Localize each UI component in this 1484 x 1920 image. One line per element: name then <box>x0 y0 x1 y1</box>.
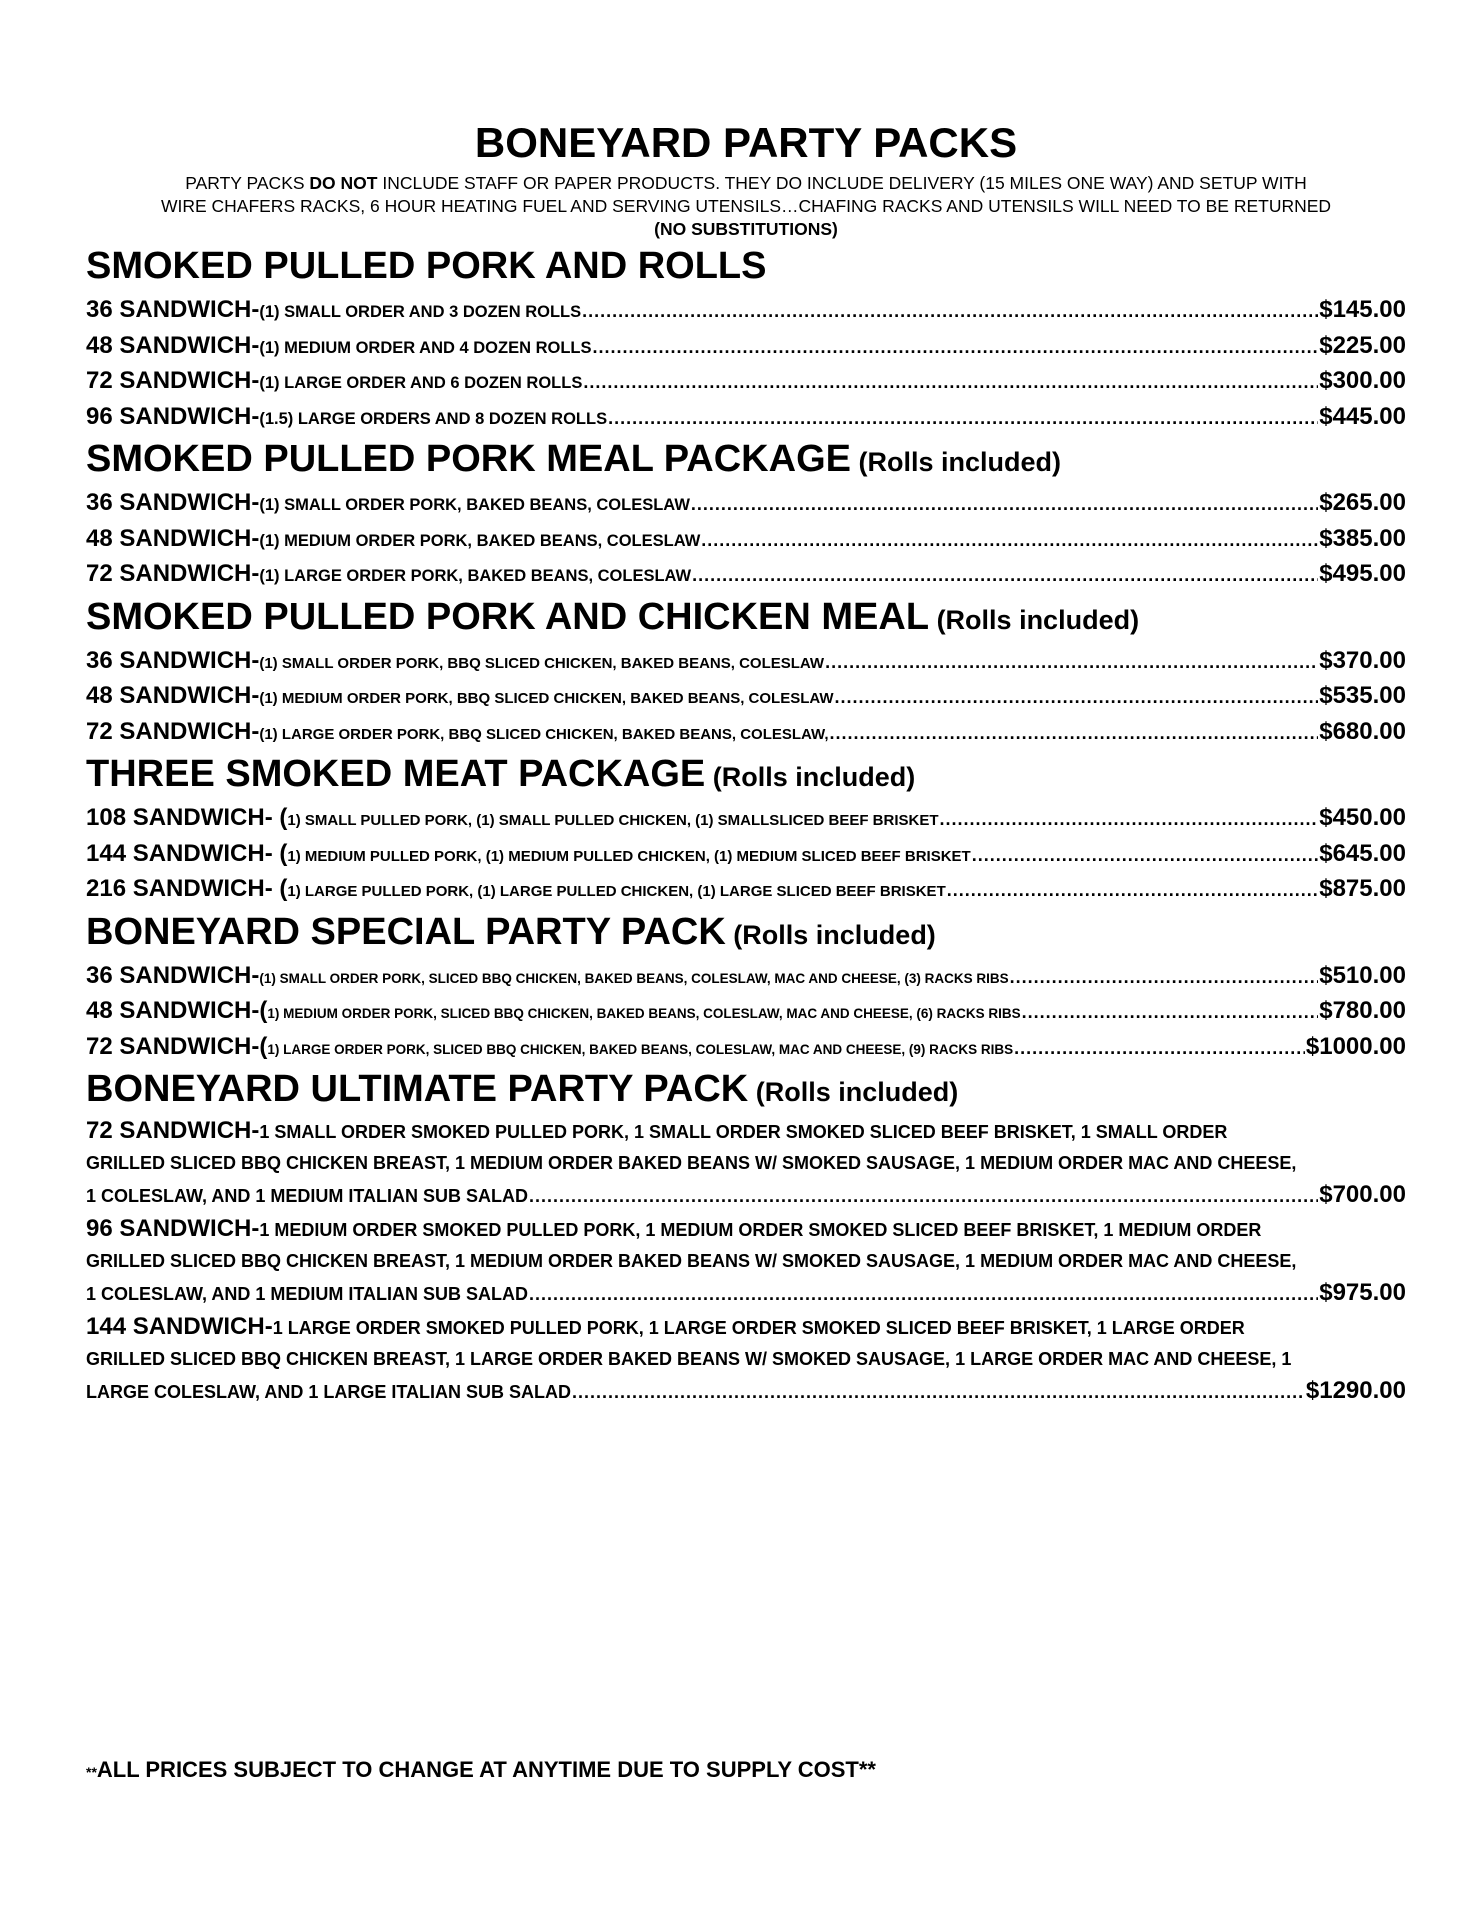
item-price: $1290.00 <box>1305 1377 1406 1404</box>
item-lead: 48 SANDWICH- <box>86 524 260 552</box>
intro-text-start: PARTY PACKS <box>185 173 310 193</box>
menu-item <box>86 363 1406 399</box>
item-description: (1) SMALL ORDER PORK, BAKED BEANS, COLESLAW <box>259 496 690 514</box>
dot-leader <box>1014 1031 1305 1065</box>
item-price: $535.00 <box>1319 682 1406 709</box>
ultimate-item-line-1 <box>86 1115 1406 1147</box>
menu-item <box>86 678 1406 714</box>
item-description: 1 COLESLAW, AND 1 MEDIUM ITALIAN SUB SALAD <box>86 1284 529 1304</box>
item-description: (1) LARGE ORDER AND 6 DOZEN ROLLS <box>259 374 583 392</box>
menu-item <box>86 714 1406 750</box>
ultimate-item <box>86 1115 1406 1211</box>
item-description: (1) SMALL ORDER PORK, SLICED BBQ CHICKEN, BAKED BEANS, COLESLAW, MAC AND CHEESE, (3) RACKS RIBS <box>259 970 1009 986</box>
ultimate-item-line-1 <box>86 1311 1406 1343</box>
menu-item <box>86 871 1406 907</box>
item-lead: 72 SANDWICH-( <box>86 1032 268 1060</box>
dot-leader <box>529 1180 1318 1211</box>
intro-text-end: INCLUDE STAFF OR PAPER PRODUCTS. THEY DO INCLUDE DELIVERY (15 MILES ONE WAY) AND SETUP WITH <box>377 173 1307 193</box>
dot-leader <box>582 294 1318 328</box>
dot-leader <box>835 680 1319 714</box>
ultimate-item-line-3 <box>86 1277 1406 1309</box>
item-description: 1) MEDIUM ORDER PORK, SLICED BBQ CHICKEN, BAKED BEANS, COLESLAW, MAC AND CHEESE, (6) RACKS RIBS <box>267 1006 1021 1021</box>
item-description: (1) LARGE ORDER PORK, BBQ SLICED CHICKEN, BAKED BEANS, COLESLAW, <box>259 725 829 743</box>
menu-page <box>86 118 1406 1409</box>
section-subtitle: (Rolls included) <box>705 762 916 792</box>
ultimate-item <box>86 1311 1406 1407</box>
section-pork-and-rolls <box>86 243 1406 434</box>
menu-item <box>86 521 1406 557</box>
section-title-text: SMOKED PULLED PORK AND CHICKEN MEAL <box>86 595 930 638</box>
section-title <box>86 751 1406 800</box>
item-price: $510.00 <box>1319 961 1406 989</box>
item-price: $225.00 <box>1319 331 1406 359</box>
item-price: $445.00 <box>1319 402 1406 430</box>
item-lead: 144 SANDWICH- <box>86 1313 273 1340</box>
menu-item <box>86 328 1406 364</box>
item-lead: 72 SANDWICH- <box>86 367 260 394</box>
menu-item <box>86 485 1406 521</box>
section-title-text: SMOKED PULLED PORK AND ROLLS <box>86 245 767 287</box>
item-description: (1) SMALL ORDER AND 3 DOZEN ROLLS <box>259 303 582 321</box>
item-description: GRILLED SLICED BBQ CHICKEN BREAST, 1 LARGE ORDER BAKED BEANS W/ SMOKED SAUSAGE, 1 LARGE ORDER MAC AND CHEESE, 1 <box>86 1349 1292 1369</box>
dot-leader <box>830 716 1319 750</box>
item-price: $875.00 <box>1319 875 1406 902</box>
item-lead: 36 SANDWICH- <box>86 646 260 674</box>
item-description: (1) MEDIUM ORDER PORK, BBQ SLICED CHICKEN, BAKED BEANS, COLESLAW <box>259 690 834 707</box>
dot-leader <box>572 1376 1305 1407</box>
ultimate-item-line-3 <box>86 1375 1406 1407</box>
intro-emphasis: DO NOT <box>309 173 378 193</box>
disclaimer-stars: ** <box>86 1764 97 1780</box>
section-pork-chicken-meal <box>86 594 1406 750</box>
disclaimer-text: ALL PRICES SUBJECT TO CHANGE AT ANYTIME DUE TO SUPPLY COST** <box>96 1757 876 1782</box>
item-price: $645.00 <box>1319 839 1406 867</box>
item-lead: 48 SANDWICH- <box>86 331 260 359</box>
item-description: 1) SMALL PULLED PORK, (1) SMALL PULLED CHICKEN, (1) SMALLSLICED BEEF BRISKET <box>287 812 939 829</box>
item-lead: 108 SANDWICH- ( <box>86 804 288 831</box>
menu-item <box>86 556 1406 592</box>
section-title-text: SMOKED PULLED PORK MEAL PACKAGE <box>86 438 851 480</box>
menu-item <box>86 958 1406 994</box>
menu-item <box>86 1029 1406 1065</box>
item-description: 1) LARGE ORDER PORK, SLICED BBQ CHICKEN, BAKED BEANS, COLESLAW, MAC AND CHEESE, (9) RACKS RIBS <box>267 1041 1014 1057</box>
item-description: (1) MEDIUM ORDER PORK, BAKED BEANS, COLESLAW <box>259 531 701 550</box>
section-title-text: BONEYARD ULTIMATE PARTY PACK <box>86 1068 749 1110</box>
no-substitutions-note: (NO SUBSTITUTIONS) <box>654 219 838 239</box>
item-price: $300.00 <box>1319 367 1406 394</box>
section-special-party-pack <box>86 909 1406 1065</box>
section-title <box>86 436 1406 485</box>
item-price: $265.00 <box>1319 489 1406 516</box>
menu-item <box>86 993 1406 1029</box>
item-description: GRILLED SLICED BBQ CHICKEN BREAST, 1 MEDIUM ORDER BAKED BEANS W/ SMOKED SAUSAGE, 1 MEDIUM ORDER MAC AND CHEESE, <box>86 1251 1297 1271</box>
section-ultimate-party-pack <box>86 1066 1406 1407</box>
item-description: 1) LARGE PULLED PORK, (1) LARGE PULLED CHICKEN, (1) LARGE SLICED BEEF BRISKET <box>287 883 946 900</box>
item-price: $700.00 <box>1319 1181 1406 1208</box>
page-title: BONEYARD PARTY PACKS <box>474 119 1018 166</box>
dot-leader <box>593 330 1319 364</box>
section-title <box>86 594 1406 643</box>
item-price: $495.00 <box>1319 560 1406 587</box>
item-description: 1 LARGE ORDER SMOKED PULLED PORK, 1 LARGE ORDER SMOKED SLICED BEEF BRISKET, 1 LARGE ORDER <box>272 1318 1245 1338</box>
item-lead: 36 SANDWICH- <box>86 489 260 516</box>
ultimate-item-line-2 <box>86 1147 1406 1179</box>
ultimate-item-line-2 <box>86 1343 1406 1375</box>
item-lead: 216 SANDWICH- ( <box>86 875 288 902</box>
item-description: LARGE COLESLAW, AND 1 LARGE ITALIAN SUB SALAD <box>86 1382 572 1402</box>
section-title <box>86 1066 1406 1115</box>
item-description: (1.5) LARGE ORDERS AND 8 DOZEN ROLLS <box>259 409 608 428</box>
ultimate-item-line-2 <box>86 1245 1406 1277</box>
item-price: $145.00 <box>1319 296 1406 323</box>
item-description: 1 MEDIUM ORDER SMOKED PULLED PORK, 1 MEDIUM ORDER SMOKED SLICED BEEF BRISKET, 1 MEDIUM ORDER <box>259 1220 1262 1240</box>
item-description: GRILLED SLICED BBQ CHICKEN BREAST, 1 MEDIUM ORDER BAKED BEANS W/ SMOKED SAUSAGE, 1 MEDIUM ORDER MAC AND CHEESE, <box>86 1153 1297 1173</box>
menu-item <box>86 836 1406 872</box>
menu-item <box>86 643 1406 679</box>
ultimate-item <box>86 1213 1406 1309</box>
section-subtitle: (Rolls included) <box>850 447 1061 477</box>
dot-leader <box>692 558 1318 592</box>
item-lead: 144 SANDWICH- ( <box>86 839 288 867</box>
ultimate-item-line-1 <box>86 1213 1406 1245</box>
dot-leader <box>825 645 1318 679</box>
price-disclaimer <box>86 1756 876 1786</box>
item-description: (1) SMALL ORDER PORK, BBQ SLICED CHICKEN, BAKED BEANS, COLESLAW <box>259 654 825 672</box>
item-price: $680.00 <box>1319 717 1406 745</box>
item-price: $370.00 <box>1319 646 1406 674</box>
item-price: $780.00 <box>1319 997 1406 1024</box>
item-description: 1 COLESLAW, AND 1 MEDIUM ITALIAN SUB SALAD <box>86 1186 529 1206</box>
dot-leader <box>691 487 1318 521</box>
dot-leader <box>947 873 1319 907</box>
item-lead: 72 SANDWICH- <box>86 560 260 587</box>
section-title <box>86 243 1406 292</box>
menu-item <box>86 800 1406 836</box>
section-title-text: THREE SMOKED MEAT PACKAGE <box>86 753 706 795</box>
section-pork-meal-package <box>86 436 1406 592</box>
item-description: 1 SMALL ORDER SMOKED PULLED PORK, 1 SMALL ORDER SMOKED SLICED BEEF BRISKET, 1 SMALL ORDER <box>259 1122 1228 1142</box>
menu-item <box>86 399 1406 435</box>
dot-leader <box>583 365 1318 399</box>
item-lead: 96 SANDWICH- <box>86 402 260 430</box>
item-description: (1) MEDIUM ORDER AND 4 DOZEN ROLLS <box>259 338 592 357</box>
intro-line-1 <box>86 172 1406 195</box>
item-lead: 72 SANDWICH- <box>86 717 260 745</box>
item-price: $975.00 <box>1319 1279 1406 1306</box>
dot-leader <box>1022 995 1319 1029</box>
dot-leader <box>940 802 1319 836</box>
section-subtitle: (Rolls included) <box>748 1077 959 1107</box>
item-lead: 72 SANDWICH- <box>86 1117 260 1144</box>
item-description: (1) LARGE ORDER PORK, BAKED BEANS, COLESLAW <box>259 567 692 585</box>
section-subtitle: (Rolls included) <box>725 919 936 950</box>
dot-leader <box>1010 960 1319 994</box>
section-subtitle: (Rolls included) <box>929 604 1140 635</box>
ultimate-item-line-3 <box>86 1179 1406 1211</box>
intro-line-2: WIRE CHAFERS RACKS, 6 HOUR HEATING FUEL AND SERVING UTENSILS…CHAFING RACKS AND UTENSILS WILL NEED TO BE RETURNED <box>160 196 1332 216</box>
section-title <box>86 909 1406 958</box>
item-price: $450.00 <box>1319 804 1406 831</box>
item-lead: 48 SANDWICH-( <box>86 997 268 1024</box>
item-lead: 36 SANDWICH- <box>86 961 260 989</box>
item-lead: 96 SANDWICH- <box>86 1215 260 1242</box>
dot-leader <box>701 523 1318 557</box>
menu-item <box>86 292 1406 328</box>
item-lead: 36 SANDWICH- <box>86 296 260 323</box>
section-three-meat-package <box>86 751 1406 907</box>
dot-leader <box>529 1278 1318 1309</box>
item-lead: 48 SANDWICH- <box>86 682 260 709</box>
item-price: $385.00 <box>1319 524 1406 552</box>
item-price: $1000.00 <box>1305 1032 1406 1060</box>
item-description: 1) MEDIUM PULLED PORK, (1) MEDIUM PULLED CHICKEN, (1) MEDIUM SLICED BEEF BRISKET <box>287 847 971 865</box>
dot-leader <box>972 838 1319 872</box>
dot-leader <box>608 401 1318 435</box>
section-title-text: BONEYARD SPECIAL PARTY PACK <box>86 910 726 953</box>
